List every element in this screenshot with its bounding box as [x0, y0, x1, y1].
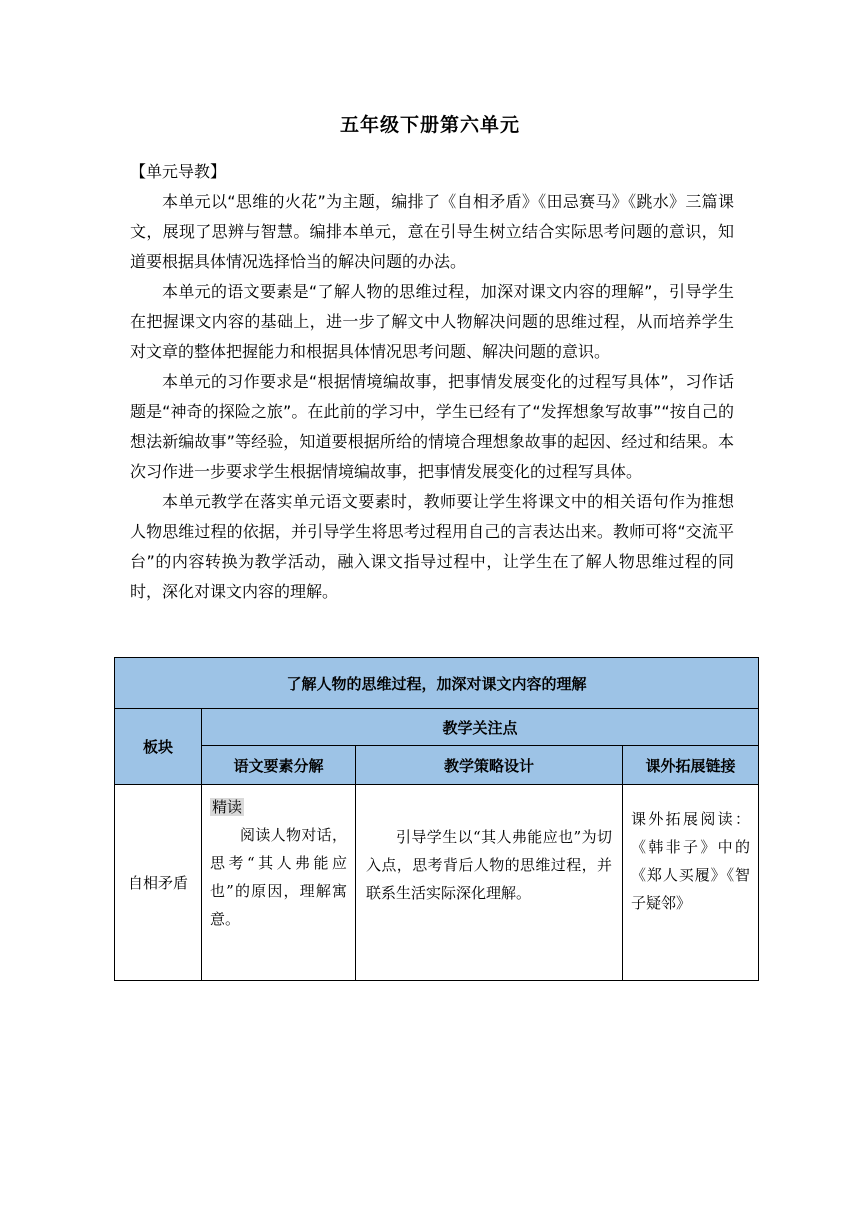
strategy-cell	[356, 785, 623, 981]
extension-text: 课外拓展阅读：《韩非子》中的《郑人买履》《智子疑邻》	[631, 810, 751, 912]
strategy-column-header: 教学策略设计	[356, 746, 623, 785]
block-header: 板块	[115, 709, 202, 785]
paragraph-theme: 本单元以“思维的火花”为主题，编排了《自相矛盾》《田忌赛马》《跳水》三篇课文，展现了思辨与智慧。编排本单元，意在引导生树立结合实际思考问题的意识，知道要根据具体情况选择恰当的解决问题的办法。	[130, 192, 734, 271]
focus-header: 教学关注点	[202, 709, 759, 746]
element-cell	[202, 785, 356, 981]
page-title: 五年级下册第六单元	[339, 114, 520, 136]
paragraph-language-element: 本单元的语文要素是“了解人物的思维过程，加深对课文内容的理解”，引导学生在把握课文内容的基础上，进一步了解文中人物解决问题的思维过程，从而培养学生对文章的整体把握能力和根据具体情况思考问题、解决问题的意识。	[130, 282, 734, 361]
teaching-guide-table	[114, 657, 759, 981]
intro-body	[130, 187, 734, 607]
close-reading-tag: 精读	[212, 798, 243, 816]
element-column-header: 语文要素分解	[202, 746, 356, 785]
strategy-text: 引导学生以“其人弗能应也”为切入点，思考背后人物的思维过程，并联系生活实际深化理解。	[366, 828, 612, 902]
section-heading: 【单元导教】	[130, 162, 227, 181]
table-row	[115, 785, 759, 981]
extension-cell	[623, 785, 759, 981]
paragraph-writing-requirement: 本单元的习作要求是“根据情境编故事，把事情发展变化的过程写具体”，习作话题是“神奇的探险之旅”。在此前的学习中，学生已经有了“发挥想象写故事”“按自己的想法新编故事”等经验，知道要根据所给的情境合理想象故事的起因、经过和结果。本次习作进一步要求学生根据情境编故事，把事情发展变化的过程写具体。	[130, 372, 734, 481]
paragraph-teaching: 本单元教学在落实单元语文要素时，教师要让学生将课文中的相关语句作为推想人物思维过程的依据，并引导学生将思考过程用自己的言表达出来。教师可将“交流平台”的内容转换为教学活动，融入课文指导过程中，让学生在了解人物思维过程的同时，深化对课文内容的理解。	[130, 492, 734, 601]
block-name-cell: 自相矛盾	[115, 785, 202, 981]
element-text: 阅读人物对话，思考“其人弗能应也”的原因，理解寓意。	[210, 826, 347, 928]
table-subheader-row	[115, 746, 759, 785]
table-header-row	[115, 709, 759, 746]
extension-column-header: 课外拓展链接	[623, 746, 759, 785]
table-title-row	[115, 658, 759, 709]
table-title: 了解人物的思维过程，加深对课文内容的理解	[115, 658, 759, 709]
